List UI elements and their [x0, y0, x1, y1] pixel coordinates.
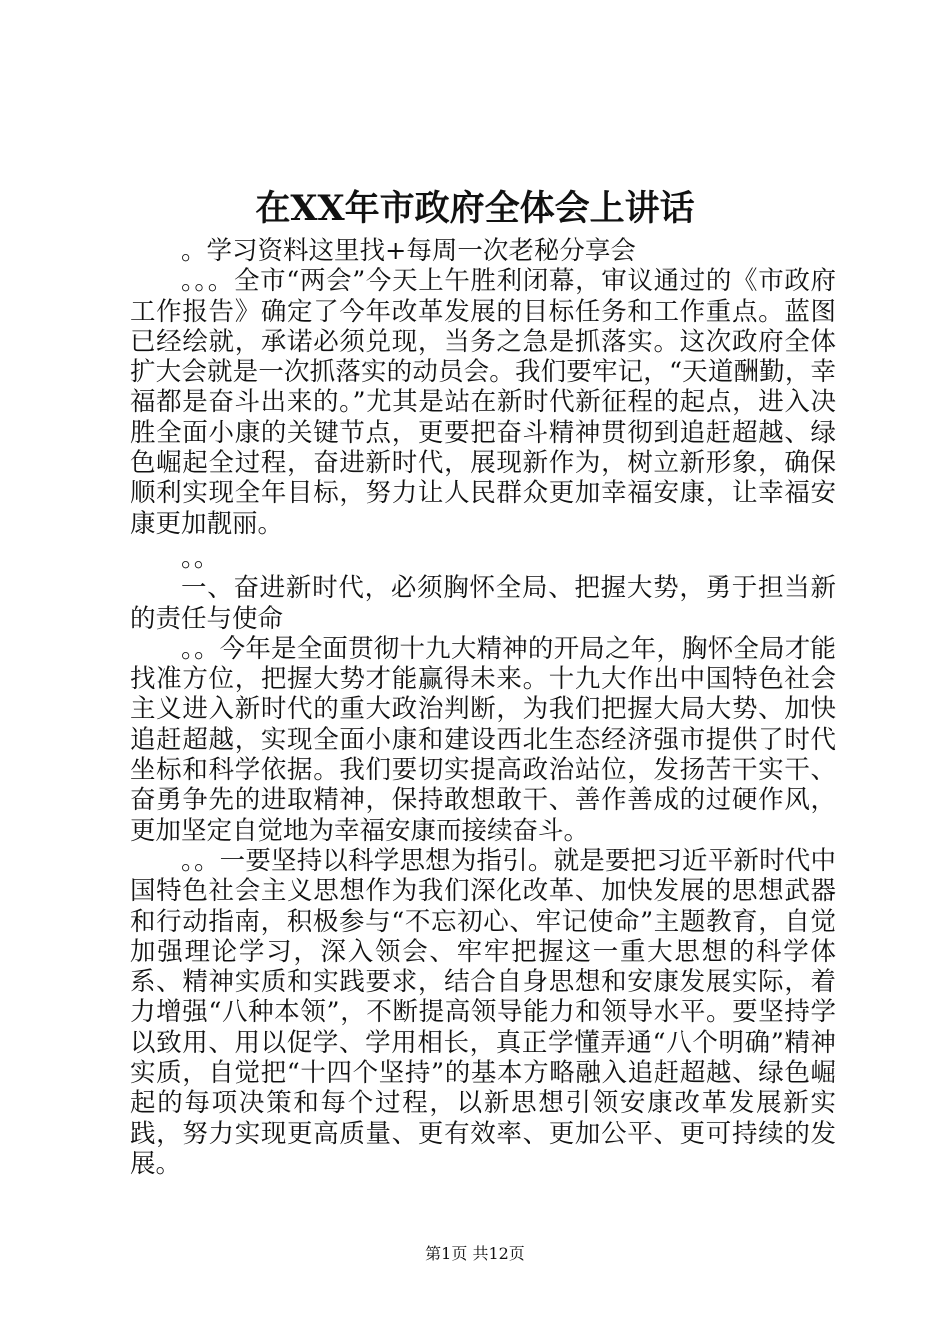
paragraph: 。学习资料这里找+每周一次老秘分享会	[181, 236, 636, 266]
document-title: 在XX年市政府全体会上讲话	[255, 188, 695, 229]
paragraph: 。。	[181, 542, 220, 573]
section-heading: 一、奋进新时代，必须胸怀全局、把握大势，勇于担当新的责任与使命	[130, 573, 836, 634]
document-body	[130, 236, 836, 1179]
paragraph: 。。今年是全面贯彻十九大精神的开局之年，胸怀全局才能找准方位，把握大势才能赢得未来。十九大作出中国特色社会主义进入新时代的重大政治判断，为我们把握大局大势、加快追赶超越，实现全面小康和建设西北生态经济强市提供了时代坐标和科学依据。我们要切实提高政治站位，发扬苦干实干、奋勇争先的进取精神，保持敢想敢干、善作善成的过硬作风，更加坚定自觉地为幸福安康而接续奋斗。	[130, 633, 836, 846]
page-footer: 第1页 共12页	[425, 1244, 525, 1263]
paragraph: 。。。全市“两会”今天上午胜利闭幕，审议通过的《市政府工作报告》确定了今年改革发展的目标任务和工作重点。蓝图已经绘就，承诺必须兑现，当务之急是抓落实。这次政府全体扩大会就是一次抓落实的动员会。我们要牢记，“天道酬勤，幸福都是奋斗出来的。”尤其是站在新时代新征程的起点，进入决胜全面小康的关键节点，更要把奋斗精神贯彻到追赶超越、绿色崛起全过程，奋进新时代，展现新作为，树立新形象，确保顺利实现全年目标，努力让人民群众更加幸福安康，让幸福安康更加靓丽。	[130, 266, 836, 539]
paragraph: 。。一要坚持以科学思想为指引。就是要把习近平新时代中国特色社会主义思想作为我们深化改革、加快发展的思想武器和行动指南，积极参与“不忘初心、牢记使命”主题教育，自觉加强理论学习，深入领会、牢牢把握这一重大思想的科学体系、精神实质和实践要求，结合自身思想和安康发展实际，着力增强“八种本领”，不断提高领导能力和领导水平。要坚持学以致用、用以促学、学用相长，真正学懂弄通“八个明确”精神实质，自觉把“十四个坚持”的基本方略融入追赶超越、绿色崛起的每项决策和每个过程，以新思想引领安康改革发展新实践，努力实现更高质量、更有效率、更加公平、更可持续的发展。	[130, 845, 836, 1179]
